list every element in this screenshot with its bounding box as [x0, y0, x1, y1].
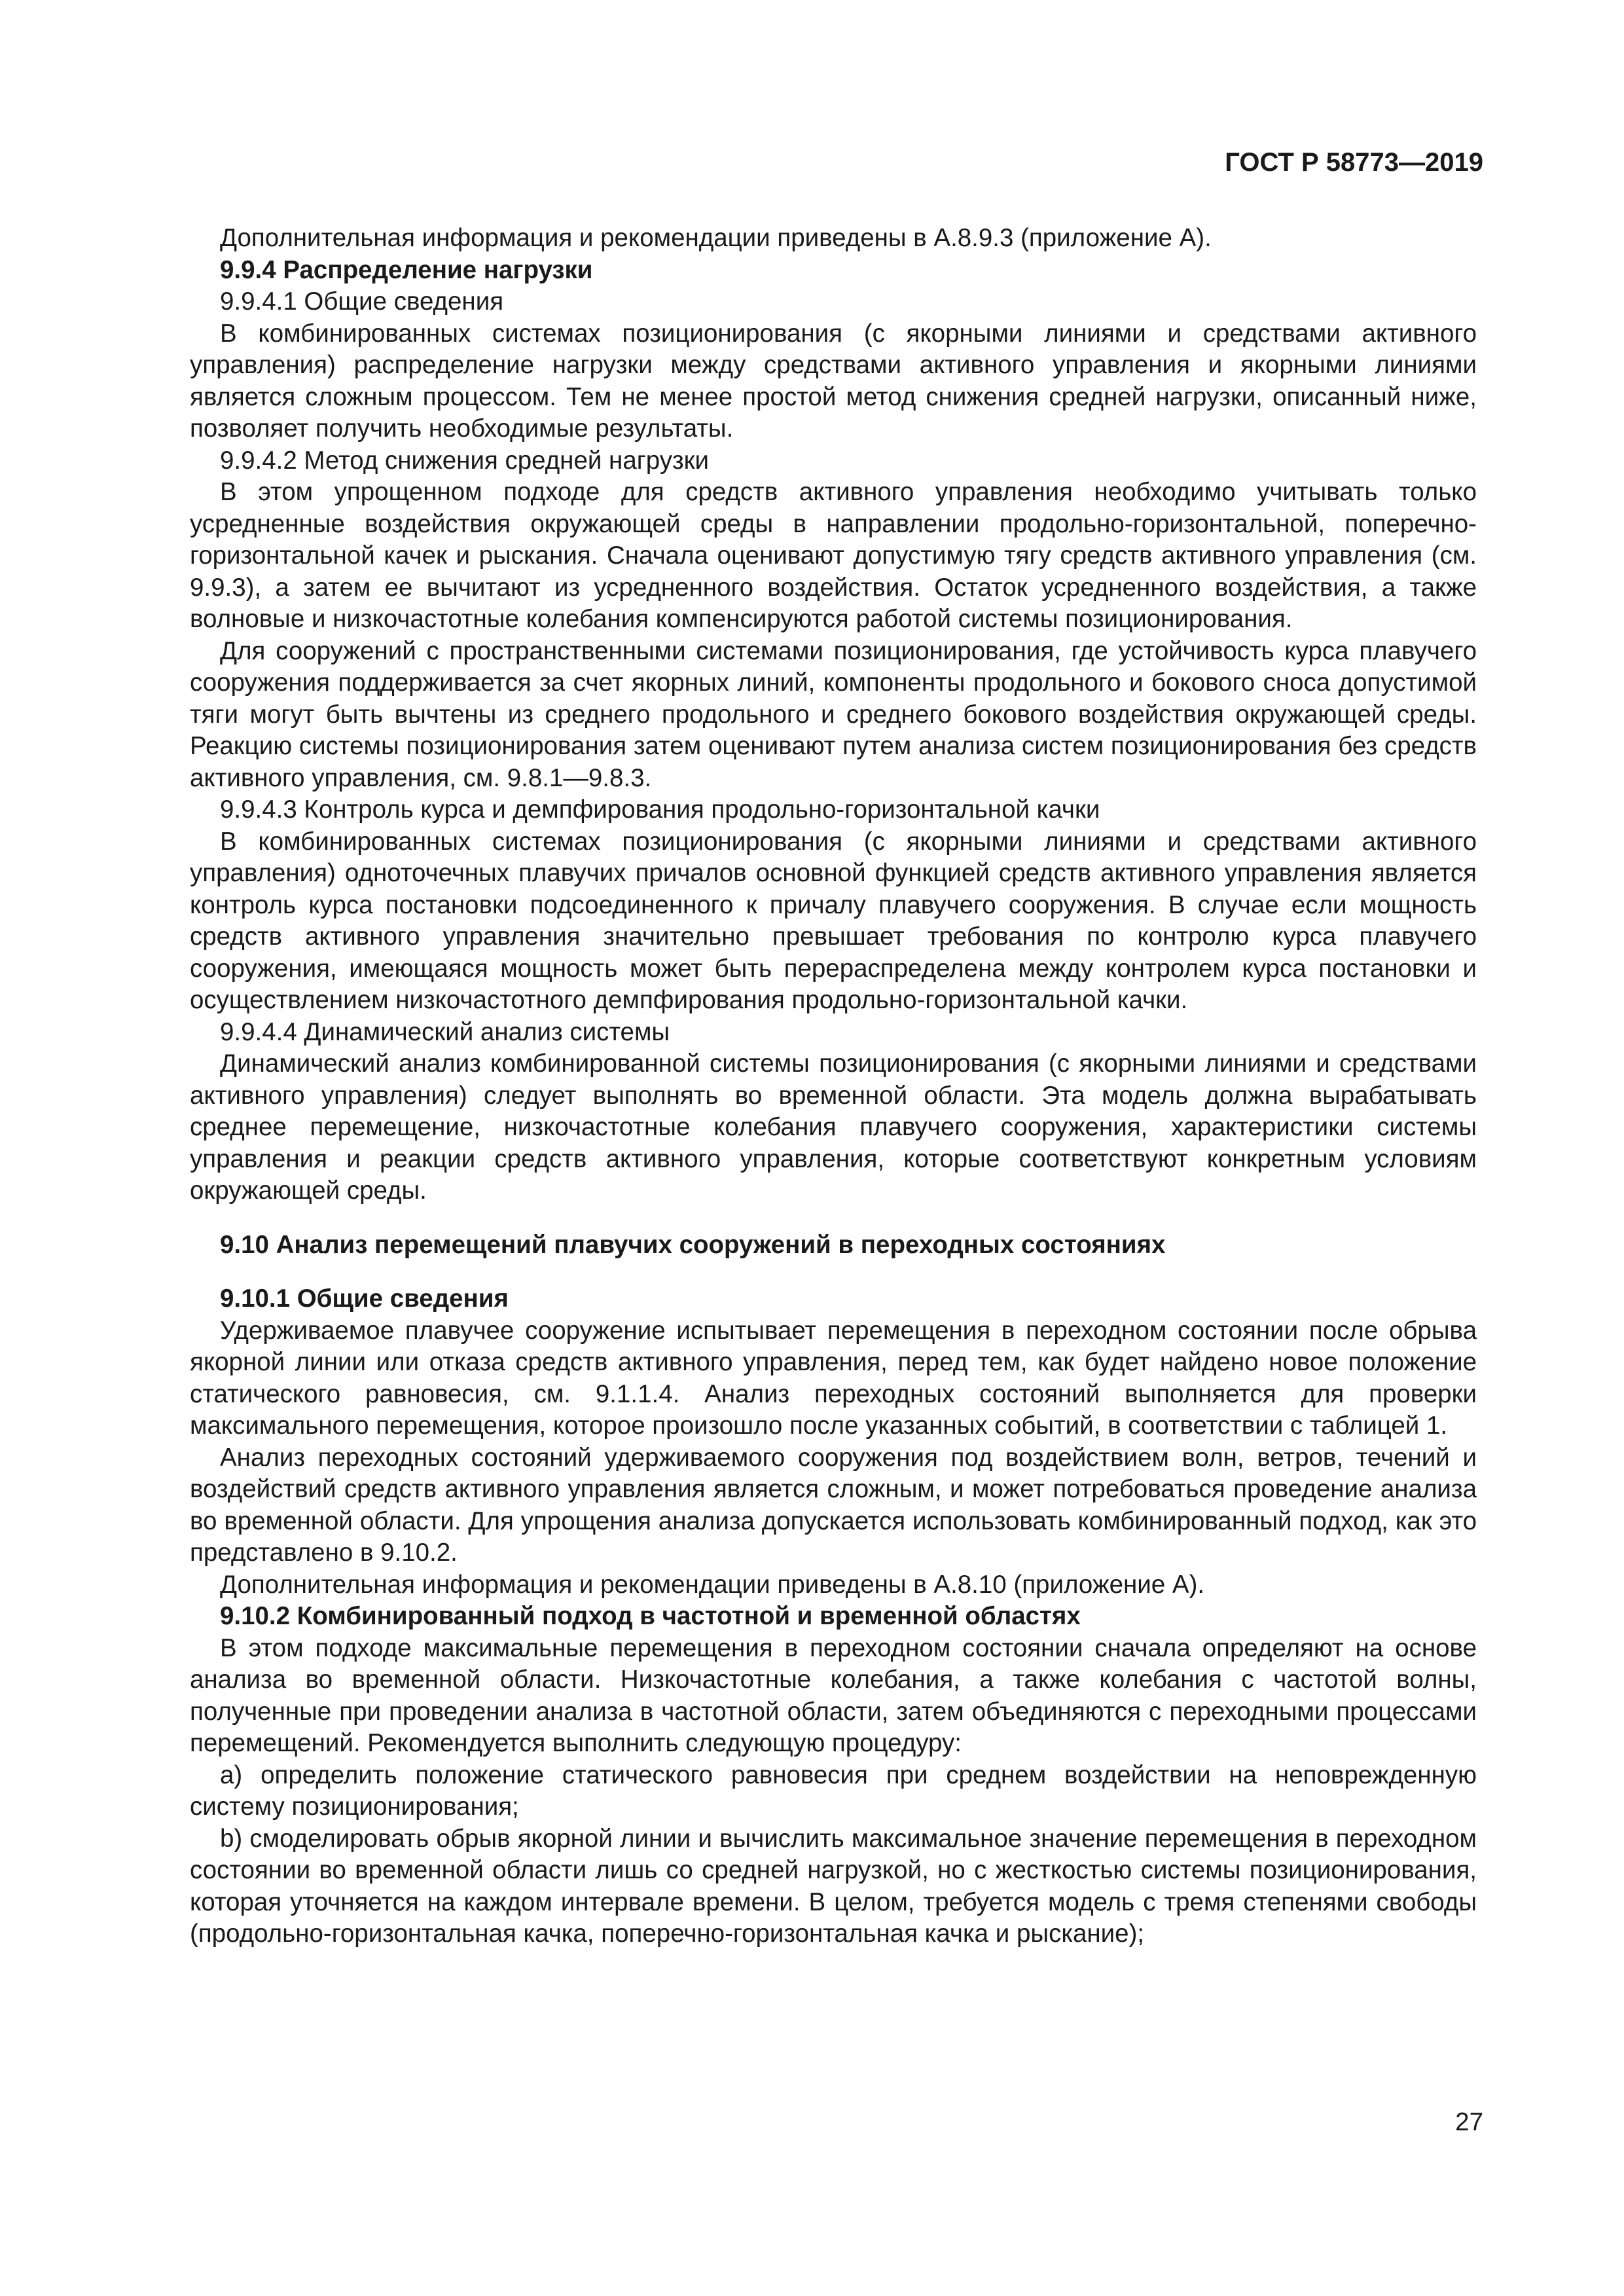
paragraph: Анализ переходных состояний удерживаемого сооружения под воздействием волн, ветров, течений и воздействий средств активного управления является сложным, и может потребоваться проведение анализа во временной области. Для упрощения анализа допускается использовать комбинированный подход, как это представлено в 9.10.2. [190, 1443, 1477, 1567]
paragraph: Удерживаемое плавучее сооружение испытывает перемещения в переходном состоянии после обрыва якорной линии или отказа средств активного управления, перед тем, как будет найдено новое положение статического равновесия, см. 9.1.1.4. Анализ переходных состояний выполняется для проверки максимального перемещения, которое произошло после указанных событий, в соответствии с таблицей 1. [190, 1316, 1477, 1440]
paragraph: В комбинированных системах позиционирования (с якорными линиями и средствами активного управления) одноточечных плавучих причалов основной функцией средств активного управления является контроль курса постановки подсоединенного к причалу плавучего сооружения. В случае если мощность средств активного управления значительно превышает требования по контролю курса плавучего сооружения, имеющаяся мощность может быть перераспределена между контролем курса постановки и осуществлением низкочастотного демпфирования продольно-горизонтальной качки. [190, 827, 1477, 1014]
clause-title: 9.9.4.4 Динамический анализ системы [220, 1017, 670, 1046]
document-body [190, 223, 1477, 1950]
section-heading: 9.10 Анализ перемещений плавучих сооружений в переходных состояниях [220, 1230, 1166, 1259]
document-code: ГОСТ Р 58773—2019 [1225, 148, 1483, 177]
clause-title: 9.9.4.1 Общие сведения [220, 287, 504, 316]
list-item: a) определить положение статического равновесия при среднем воздействии на неповрежденную систему позиционирования; [190, 1760, 1477, 1821]
paragraph: Для сооружений с пространственными системами позиционирования, где устойчивость курса плавучего сооружения поддерживается за счет якорных линий, компоненты продольного и бокового сноса допустимой тяги могут быть вычтены из среднего продольного и среднего бокового воздействия окружающей среды. Реакцию системы позиционирования затем оценивают путем анализа систем позиционирования без средств активного управления, см. 9.8.1—9.8.3. [190, 636, 1477, 792]
subsection-heading: 9.9.4 Распределение нагрузки [220, 255, 593, 284]
paragraph: В этом подходе максимальные перемещения в переходном состоянии сначала определяют на основе анализа во временной области. Низкочастотные колебания, а также колебания с частотой волны, полученные при проведении анализа в частотной области, затем объединяются с переходными процессами перемещений. Рекомендуется выполнить следующую процедуру: [190, 1633, 1477, 1757]
subsection-heading: 9.10.2 Комбинированный подход в частотной и временной областях [220, 1602, 1081, 1630]
paragraph: Дополнительная информация и рекомендации приведены в А.8.10 (приложение А). [220, 1570, 1205, 1599]
page-number: 27 [1455, 2108, 1483, 2136]
paragraph: Дополнительная информация и рекомендации приведены в А.8.9.3 (приложение А). [220, 224, 1212, 252]
paragraph: Динамический анализ комбинированной системы позиционирования (с якорными линиями и средствами активного управления) следует выполнять во временной области. Эта модель должна вырабатывать среднее перемещение, низкочастотные колебания плавучего сооружения, характеристики системы управления и реакции средств активного управления, которые соответствуют конкретным условиям окружающей среды. [190, 1049, 1477, 1205]
paragraph: В комбинированных системах позиционирования (с якорными линиями и средствами активного управления) распределение нагрузки между средствами активного управления и якорными линиями является сложным процессом. Тем не менее простой метод снижения средней нагрузки, описанный ниже, позволяет получить необходимые результаты. [190, 319, 1477, 443]
subsection-heading: 9.10.1 Общие сведения [220, 1285, 509, 1313]
clause-title: 9.9.4.2 Метод снижения средней нагрузки [220, 446, 710, 475]
paragraph: В этом упрощенном подходе для средств активного управления необходимо учитывать только усредненные воздействия окружающей среды в направлении продольно-горизонтальной, поперечно-горизонтальной качек и рыскания. Сначала оценивают допустимую тягу средств активного управления (см. 9.9.3), а затем ее вычитают из усредненного воздействия. Остаток усредненного воздействия, а также волновые и низкочастотные колебания компенсируются работой системы позиционирования. [190, 478, 1477, 633]
clause-title: 9.9.4.3 Контроль курса и демпфирования продольно-горизонтальной качки [220, 795, 1100, 824]
list-item: b) смоделировать обрыв якорной линии и вычислить максимальное значение перемещения в переходном состоянии во временной области лишь со средней нагрузкой, но с жесткостью системы позиционирования, которая уточняется на каждом интервале времени. В целом, требуется модель с тремя степенями свободы (продольно-горизонтальная качка, поперечно-горизонтальная качка и рыскание); [190, 1824, 1477, 1948]
